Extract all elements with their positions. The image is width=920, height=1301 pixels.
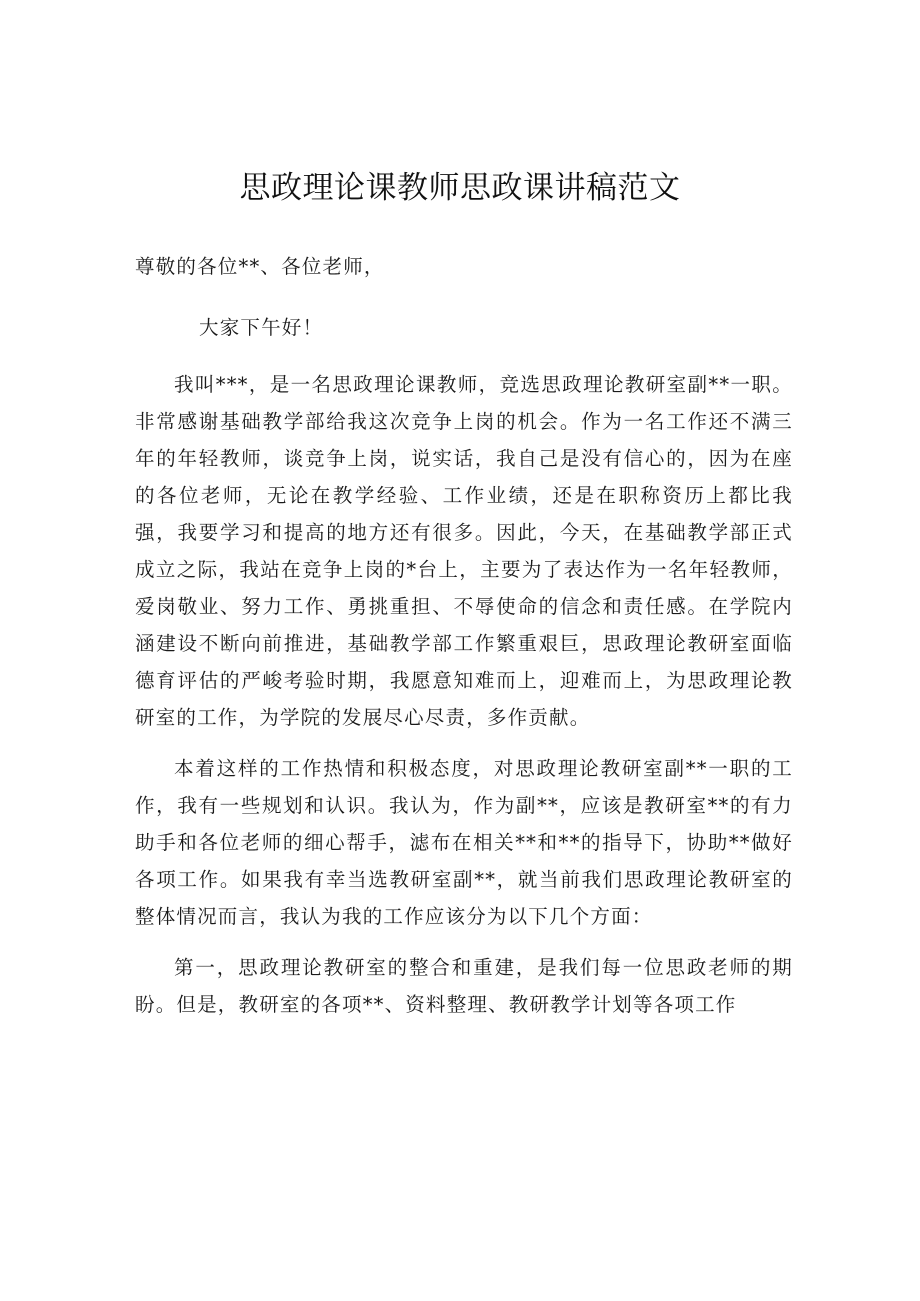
document-title: 思政理论课教师思政课讲稿范文	[239, 170, 681, 206]
paragraph: 第一，思政理论教研室的整合和重建，是我们每一位思政老师的期盼。但是，教研室的各项**、资料整理、教研教学计划等各项工作	[135, 956, 793, 1016]
paragraph: 我叫***，是一名思政理论课教师，竞选思政理论教研室副**一职。非常感谢基础教学部给我这次竞争上岗的机会。作为一名工作还不满三年的年轻教师，谈竞争上岗，说实话，我自己是没有信心的，因为在座的各位老师，无论在教学经验、工作业绩，还是在职称资历上都比我强，我要学习和提高的地方还有很多。因此，今天，在基础教学部正式成立之际，我站在竞争上岗的*台上，主要为了表达作为一名年轻教师，爱岗敬业、努力工作、勇挑重担、不辱使命的信念和责任感。在学院内涵建设不断向前推进，基础教学部工作繁重艰巨，思政理论教研室面临德育评估的严峻考验时期，我愿意知难而上，迎难而上，为思政理论教研室的工作，为学院的发展尽心尽责，多作贡献。	[135, 373, 793, 729]
paragraph: 本着这样的工作热情和积极态度，对思政理论教研室副**一职的工作，我有一些规划和认识。我认为，作为副**，应该是教研室**的有力助手和各位老师的细心帮手，滤布在相关**和**的指导下，协助**做好各项工作。如果我有幸当选教研室副**，就当前我们思政理论教研室的整体情况而言，我认为我的工作应该分为以下几个方面：	[135, 757, 793, 928]
greeting: 大家下午好！	[199, 316, 324, 339]
salutation: 尊敬的各位**、各位老师，	[135, 255, 385, 278]
document-body	[135, 248, 793, 1037]
